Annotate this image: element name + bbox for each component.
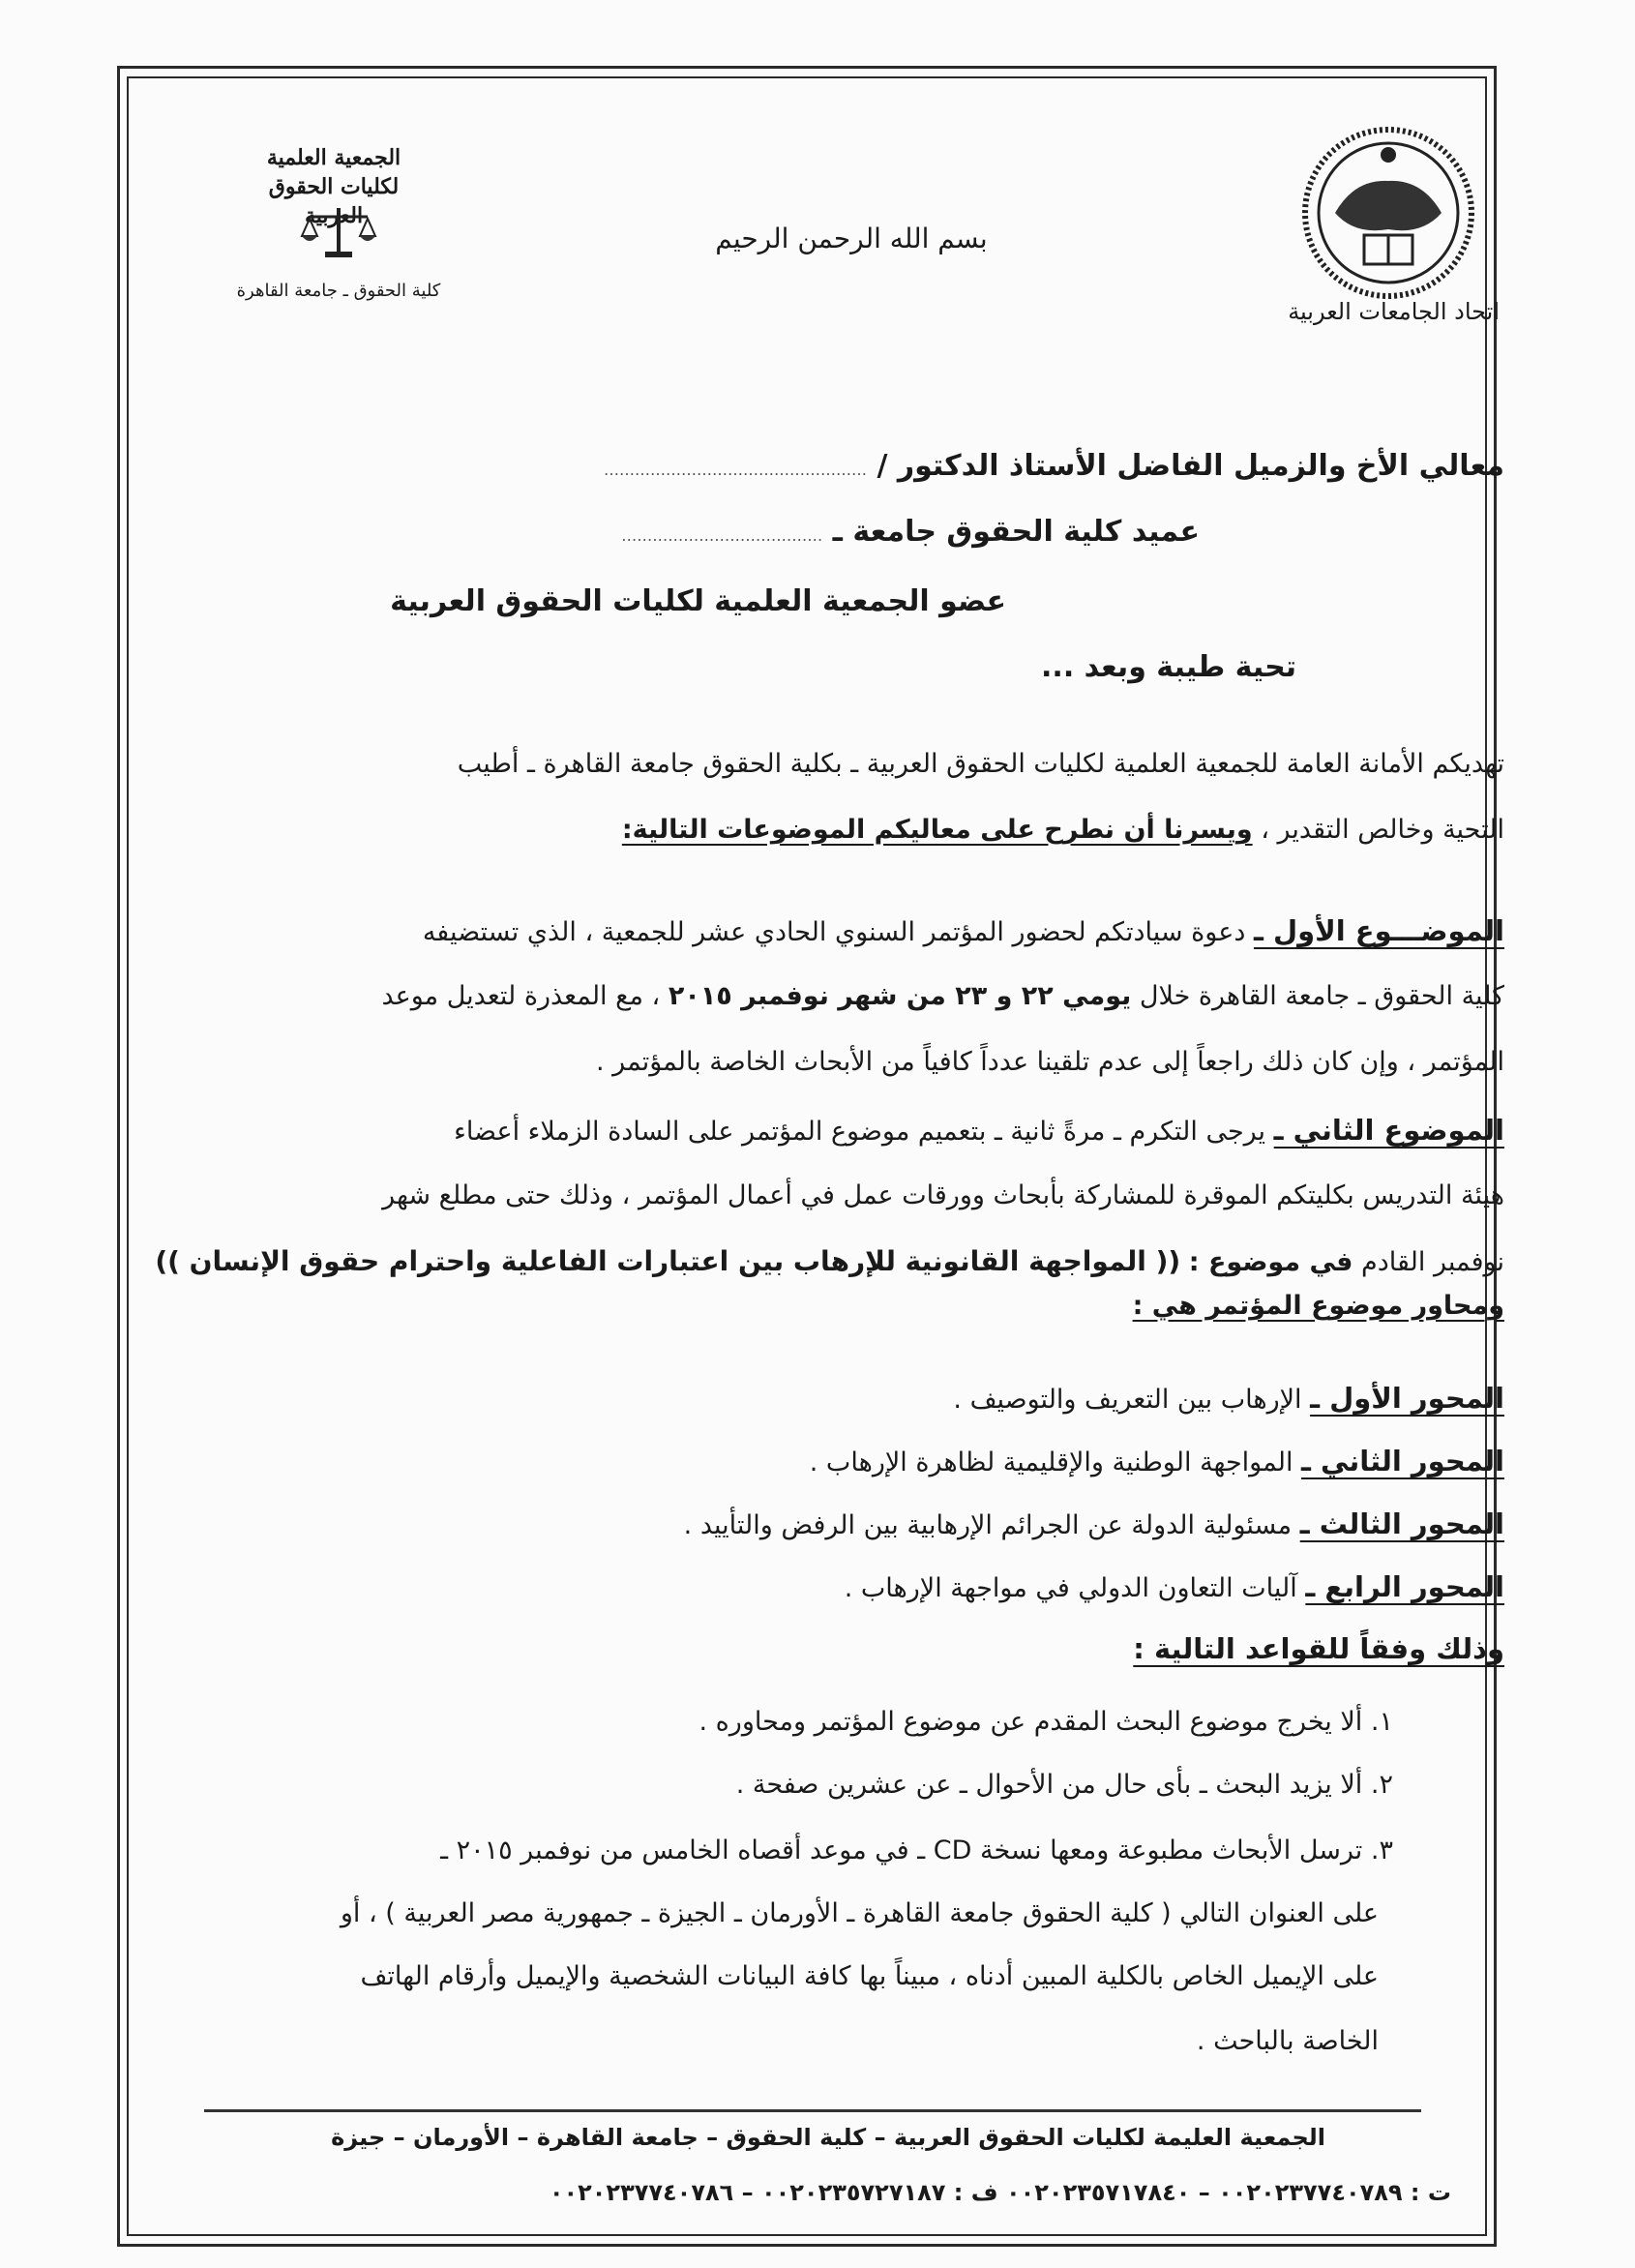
arab-universities-caption: اتحاد الجامعات العربية — [1288, 298, 1500, 325]
topic-2-line-3 — [155, 1242, 1504, 1282]
greeting: تحية طيبة وبعد ... — [1041, 650, 1296, 684]
topic-1-heading: الموضـــوع الأول ـ — [1253, 914, 1504, 947]
rule-3-cont-3: الخاصة بالباحث . — [1196, 2026, 1379, 2056]
basmala: بسم الله الرحمن الرحيم — [715, 223, 988, 254]
axis-2-text: المواجهة الوطنية والإقليمية لظاهرة الإرهاب . — [809, 1447, 1302, 1477]
axis-1 — [174, 1379, 1504, 1419]
intro-topics-lead: ويسرنا أن نطرح على معاليكم الموضوعات التالية: — [621, 815, 1253, 845]
rule-2: ٢. ألا يزيد البحث ـ بأى حال من الأحوال ـ عن عشرين صفحة . — [735, 1770, 1393, 1800]
topic-2-text-a: نوفمبر القادم — [1353, 1247, 1504, 1277]
intro-line-2 — [174, 811, 1504, 850]
topic-1-text-a: كلية الحقوق ـ جامعة القاهرة خلال — [1131, 981, 1504, 1011]
rule-3-cont-2: على الإيميل الخاص بالكلية المبين أدناه ، مبيناً بها كافة البيانات الشخصية والإيميل وأرقام الهاتف — [360, 1961, 1379, 1991]
conference-theme: (( المواجهة القانونية للإرهاب بين اعتبارات الفاعلية واحترام حقوق الإنسان )) — [155, 1245, 1181, 1277]
axis-4 — [174, 1567, 1504, 1608]
topic-1-text: دعوة سيادتكم لحضور المؤتمر السنوي الحادي عشر للجمعية ، الذي تستضيفه — [422, 917, 1254, 947]
salutation-blank: …………………………………………… — [603, 461, 867, 479]
logo-line-1: الجمعية العلمية — [266, 145, 401, 170]
footer-divider — [204, 2109, 1421, 2112]
axes-intro — [174, 1287, 1504, 1326]
scales-of-justice-icon — [300, 203, 377, 261]
rule-3-cont-1: على العنوان التالي ( كلية الحقوق جامعة القاهرة ـ الأورمان ـ الجيزة ـ جمهورية مصر العربية ) ، أو — [340, 1898, 1379, 1928]
logo-line-2: لكليات الحقوق العربية — [268, 174, 400, 228]
intro-line-1: تهديكم الأمانة العامة للجمعية العلمية لكليات الحقوق العربية ـ بكلية الحقوق جامعة القاهرة ـ أطيب — [457, 749, 1504, 779]
footer-address: الجمعية العليمة لكليات الحقوق العربية – كلية الحقوق – جامعة القاهرة – الأورمان – جيزة — [331, 2124, 1325, 2151]
topic-2-heading: الموضوع الثاني ـ — [1273, 1114, 1504, 1147]
conference-dates: يومي ٢٢ و ٢٣ من شهر نوفمبر ٢٠١٥ — [668, 981, 1132, 1011]
topic-2-text: يرجى التكرم ـ مرةً ثانية ـ بتعميم موضوع المؤتمر على السادة الزملاء أعضاء — [454, 1117, 1274, 1147]
axis-2-label: المحور الثاني ـ — [1301, 1445, 1504, 1477]
topic-1-line-2 — [174, 977, 1504, 1016]
salutation-line-3: عضو الجمعية العلمية لكليات الحقوق العربية — [390, 584, 1006, 618]
dean-title: عميد كلية الحقوق جامعة ـ — [832, 515, 1200, 549]
axis-1-label: المحور الأول ـ — [1310, 1382, 1504, 1415]
axis-2 — [174, 1442, 1504, 1482]
salutation-line-2 — [174, 513, 1200, 555]
dean-blank: ………………………………… — [621, 526, 823, 545]
topic-1-line-1 — [174, 911, 1504, 952]
rule-3: ٣. ترسل الأبحاث مطبوعة ومعها نسخة CD ـ في موعد أقصاه الخامس من نوفمبر ٢٠١٥ ـ — [440, 1835, 1393, 1865]
rules-heading — [174, 1629, 1504, 1670]
arab-universities-seal-icon — [1296, 121, 1480, 305]
topic-1-line-3: المؤتمر ، وإن كان ذلك راجعاً إلى عدم تلقينا عدداً كافياً من الأبحاث الخاصة بالمؤتمر . — [596, 1047, 1504, 1077]
topic-2-line-1 — [174, 1111, 1504, 1151]
axis-4-text: آليات التعاون الدولي في مواجهة الإرهاب . — [844, 1573, 1306, 1603]
topic-1-text-c: ، مع المعذرة لتعديل موعد — [381, 981, 669, 1011]
footer-phones: ت : ٠٠٢٠٢٣٧٧٤٠٧٨٩ – ٠٠٢٠٢٣٥٧١٧٨٤٠ ف : ٠٠٢٠٢٣٥٧٢٧١٨٧ – ٠٠٢٠٢٣٧٧٤٠٧٨٦ — [549, 2179, 1451, 2206]
faculty-caption: كلية الحقوق ـ جامعة القاهرة — [236, 281, 441, 301]
topic-2-line-2: هيئة التدريس بكليتكم الموقرة للمشاركة بأبحاث وورقات عمل في أعمال المؤتمر ، وذلك حتى مطلع شهر — [382, 1180, 1504, 1210]
topic-2-in-topic: في موضوع : — [1188, 1247, 1353, 1277]
salutation-title: معالي الأخ والزميل الفاضل الأستاذ الدكتور / — [877, 449, 1504, 483]
axis-3 — [174, 1505, 1504, 1545]
axis-1-text: الإرهاب بين التعريف والتوصيف . — [953, 1385, 1311, 1415]
axis-4-label: المحور الرابع ـ — [1305, 1570, 1504, 1603]
intro-greeting: التحية وخالص التقدير ، — [1252, 815, 1504, 845]
axes-intro-text: ومحاور موضوع المؤتمر هي : — [1132, 1291, 1504, 1321]
rule-1: ١. ألا يخرج موضوع البحث المقدم عن موضوع المؤتمر ومحاوره . — [699, 1707, 1393, 1737]
rules-heading-text: وذلك وفقاً للقواعد التالية : — [1133, 1632, 1504, 1665]
axis-3-text: مسئولية الدولة عن الجرائم الإرهابية بين الرفض والتأييد . — [683, 1510, 1300, 1540]
salutation-line-1 — [174, 447, 1504, 490]
axis-3-label: المحور الثالث ـ — [1299, 1507, 1504, 1540]
